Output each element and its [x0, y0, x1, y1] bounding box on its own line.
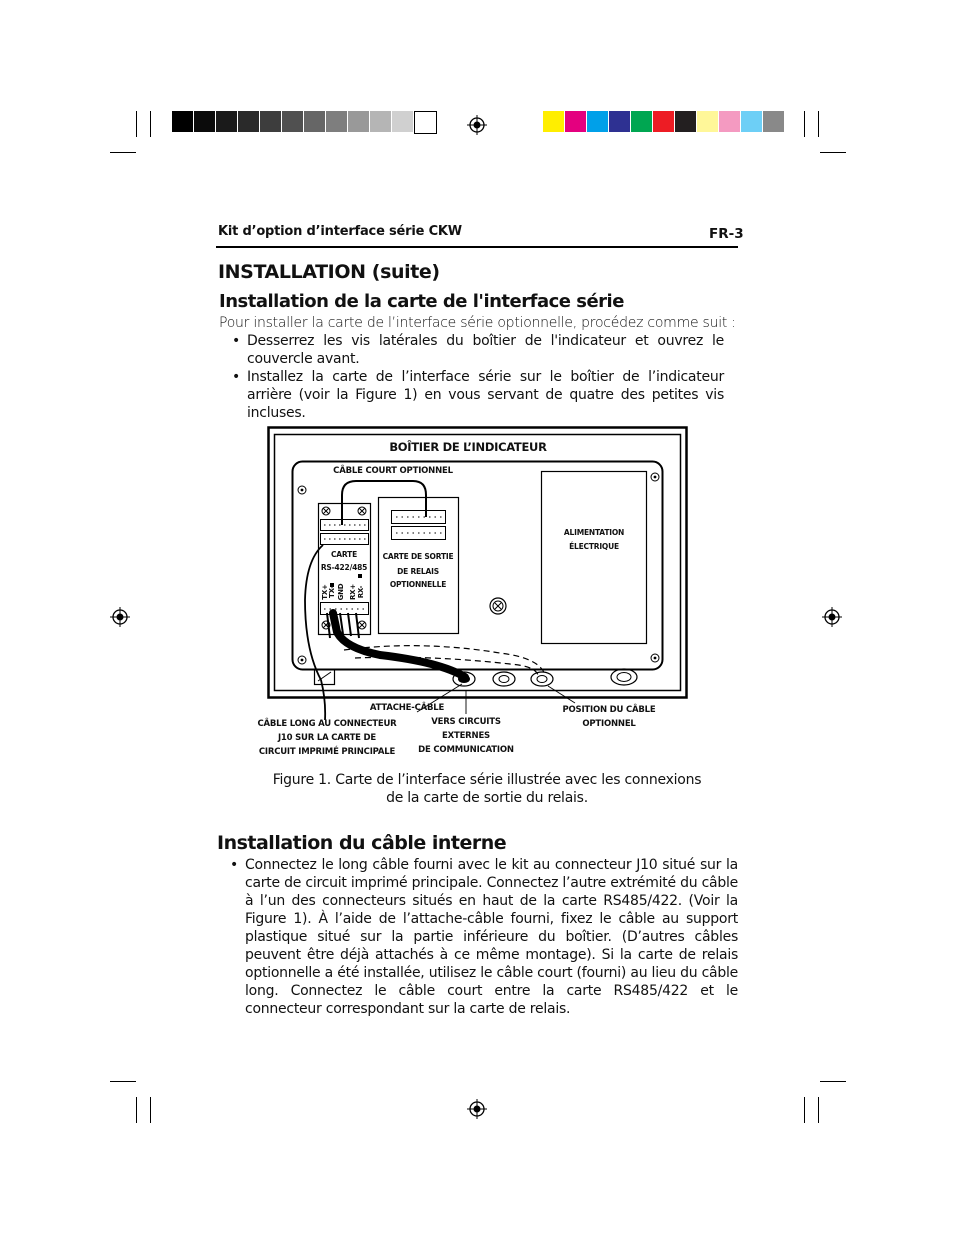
external-comm-label-1: VERS CIRCUITS — [431, 717, 501, 727]
rs422-card-label-1: CARTE — [331, 550, 357, 559]
bullet-text: Connectez le long câble fourni avec le kit au connecteur J10 situé sur la carte de circuit imprimé principale. Connectez l’autre extrémité du câble à l’un des connecteurs situés en haut de la carte RS485/422. (Voir la Figure 1). À l’aide de l’attache-câble fourni, fixez le câble au support plastique situé sur la partie inférieure du boîtier. (D’autres câbles peuvent être déjà attachés à ce même montage). Si la carte de relais optionnelle a été installée, utilisez le câble court (fourni) au lieu du câble long. Connectez le câble court entre la carte RS485/422 et le connecteur correspondant sur la carte de relais. — [245, 857, 738, 1017]
power-supply-label-1: ALIMENTATION — [563, 528, 625, 537]
figure-caption-line-2: de la carte de sortie du relais. — [386, 790, 588, 806]
bullet-dot: • — [230, 857, 239, 873]
relay-card-label-2: DE RELAIS — [397, 567, 439, 576]
screw-icon — [490, 598, 506, 614]
pin-label: RX- — [357, 585, 365, 599]
page-number: FR-3 — [709, 226, 744, 242]
external-comm-label-2: EXTERNES — [442, 731, 490, 741]
power-supply-drawing — [542, 472, 647, 644]
short-cable-label: CÂBLE COURT OPTIONNEL — [333, 466, 453, 476]
rs422-card-label-2: RS-422/485 — [320, 563, 368, 572]
intro-paragraph: Pour installer la carte de l’interface série optionnelle, procédez comme suit : — [219, 315, 736, 331]
bullet-text: Installez la carte de l’interface série sur le boîtier de l’indicateur arrière (voir la Figure 1) en vous servant de quatre des petites vis incluses. — [247, 369, 724, 421]
figure-caption-line-1: Figure 1. Carte de l’interface série illustrée avec les connexions — [272, 772, 702, 788]
pin-label: TX- — [328, 586, 336, 598]
long-cable-label-2: J10 SUR LA CARTE DE — [277, 733, 377, 743]
pin-label: TX+ — [321, 584, 329, 600]
subsection-title-card: Installation de la carte de l'interface série — [219, 291, 624, 312]
long-cable-label-1: CÂBLE LONG AU CONNECTEUR — [257, 719, 397, 729]
relay-card-label-1: CARTE DE SORTIE — [382, 552, 454, 561]
cable-gland-icon — [611, 669, 637, 685]
bullet-item — [230, 856, 738, 1018]
subsection-title-cable: Installation du câble interne — [217, 832, 507, 854]
bullet-dot: • — [232, 369, 241, 385]
cable-gland-icon — [531, 672, 553, 686]
screw-icon — [298, 656, 306, 664]
bullet-dot: • — [232, 333, 241, 349]
screw-icon — [298, 486, 306, 494]
relay-card-label-3: OPTIONNELLE — [389, 580, 447, 589]
external-comm-label-3: DE COMMUNICATION — [418, 745, 514, 755]
power-supply-label-2: ÉLECTRIQUE — [569, 542, 619, 551]
screw-icon — [651, 654, 659, 662]
optional-position-label-1: POSITION DU CÂBLE — [562, 705, 656, 715]
bullet-text: Desserrez les vis latérales du boîtier de l'indicateur et ouvrez le couvercle avant. — [247, 333, 724, 367]
section-title: INSTALLATION (suite) — [218, 261, 440, 283]
cable-gland-icon — [493, 672, 515, 686]
enclosure-label: BOÎTIER DE L’INDICATEUR — [389, 440, 547, 454]
pin-label: GND — [337, 583, 345, 601]
long-cable-label-3: CIRCUIT IMPRIMÉ PRINCIPALE — [258, 747, 396, 757]
screw-icon — [651, 473, 659, 481]
running-header-title: Kit d’option d’interface série CKW — [218, 224, 462, 239]
leader-line — [548, 686, 575, 703]
optional-position-label-2: OPTIONNEL — [582, 719, 636, 729]
cable-tie-label: ATTACHE-CÂBLE — [369, 703, 445, 713]
pin-label: RX+ — [349, 583, 357, 601]
